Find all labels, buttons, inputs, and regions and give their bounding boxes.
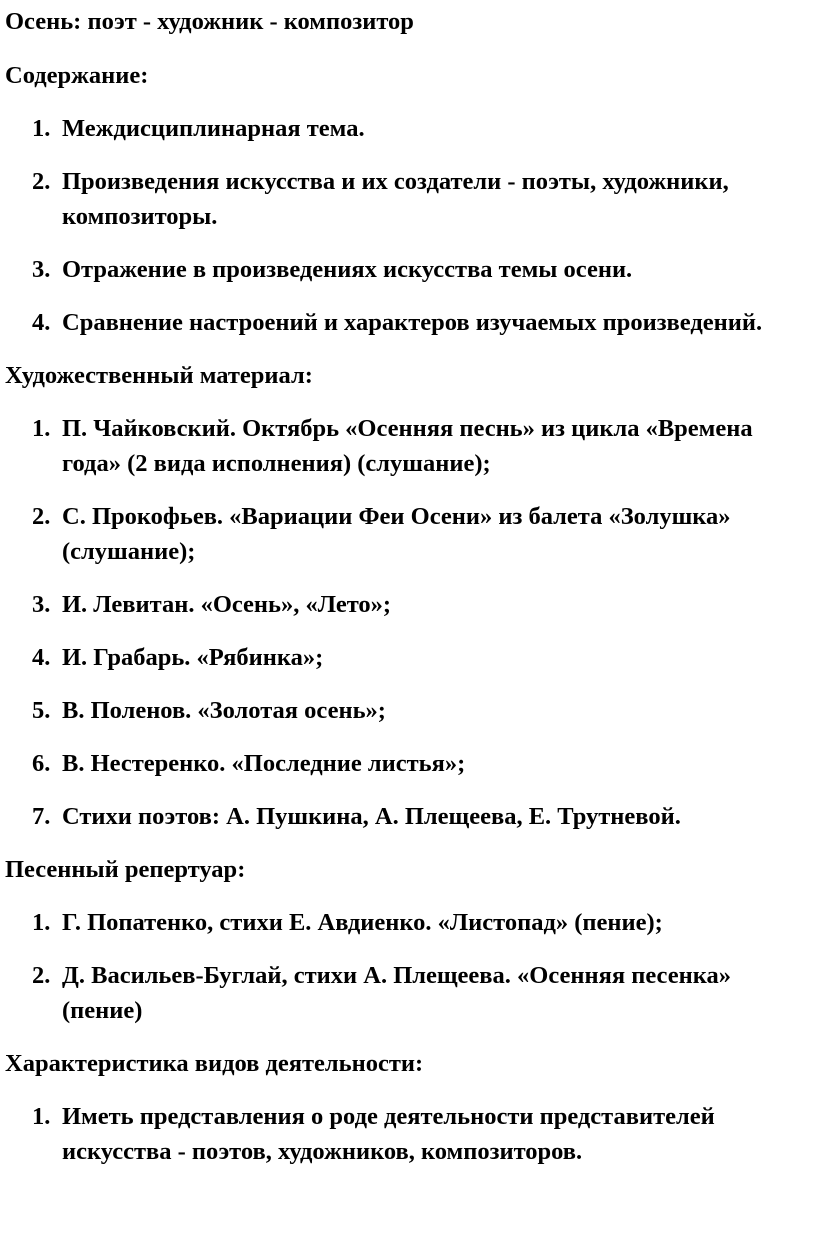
list-item-number: 4. <box>32 309 51 336</box>
document-title: Осень: поэт - художник - композитор <box>5 8 414 35</box>
list-item-text: Сравнение настроений и характеров изучаемых произведений. <box>62 309 763 336</box>
list-item-text: В. Поленов. «Золотая осень»; <box>62 697 386 724</box>
list-item-number: 2. <box>32 962 51 989</box>
list-item-number: 1. <box>32 909 51 936</box>
list-item-number: 4. <box>32 644 51 671</box>
document-page <box>5 0 811 1169</box>
section-heading-activities: Характеристика видов деятельности: <box>5 1050 424 1077</box>
list-item <box>5 693 811 728</box>
list-item <box>5 1099 811 1169</box>
list-item-text: И. Левитан. «Осень», «Лето»; <box>62 591 392 618</box>
list-item-text: С. Прокофьев. «Вариации Феи Осени» из балета «Золушка» (слушание); <box>62 503 731 565</box>
list-item-number: 7. <box>32 803 51 830</box>
list-item <box>5 640 811 675</box>
list-item <box>5 111 811 146</box>
activities-list <box>5 1099 811 1169</box>
section-heading-contents: Содержание: <box>5 62 149 89</box>
song-repertoire-list <box>5 905 811 1028</box>
list-item <box>5 499 811 569</box>
list-item-text: П. Чайковский. Октябрь «Осенняя песнь» из цикла «Времена года» (2 вида исполнения) (слушание); <box>62 415 753 477</box>
list-item <box>5 305 811 340</box>
art-material-list <box>5 411 811 834</box>
list-item-number: 1. <box>32 415 51 442</box>
list-item-text: Произведения искусства и их создатели - поэты, художники, композиторы. <box>62 168 729 230</box>
list-item-number: 5. <box>32 697 51 724</box>
list-item <box>5 164 811 234</box>
list-item-number: 6. <box>32 750 51 777</box>
list-item-number: 2. <box>32 168 51 195</box>
list-item-number: 1. <box>32 1103 51 1130</box>
list-item-text: И. Грабарь. «Рябинка»; <box>62 644 324 671</box>
list-item-text: Г. Попатенко, стихи Е. Авдиенко. «Листопад» (пение); <box>62 909 663 936</box>
list-item <box>5 252 811 287</box>
section-heading-song-repertoire: Песенный репертуар: <box>5 856 246 883</box>
list-item-text: Стихи поэтов: А. Пушкина, А. Плещеева, Е. Трутневой. <box>62 803 681 830</box>
list-item-text: Д. Васильев-Буглай, стихи А. Плещеева. «Осенняя песенка» (пение) <box>62 962 731 1024</box>
list-item-number: 3. <box>32 256 51 283</box>
list-item <box>5 799 811 834</box>
list-item <box>5 905 811 940</box>
list-item-number: 2. <box>32 503 51 530</box>
list-item <box>5 958 811 1028</box>
list-item-text: Междисциплинарная тема. <box>62 115 365 142</box>
list-item-text: Иметь представления о роде деятельности представителей искусства - поэтов, художников, композиторов. <box>62 1103 715 1165</box>
list-item-number: 3. <box>32 591 51 618</box>
list-item-text: Отражение в произведениях искусства темы осени. <box>62 256 633 283</box>
list-item <box>5 587 811 622</box>
section-heading-art-material: Художественный материал: <box>5 362 313 389</box>
contents-list <box>5 111 811 340</box>
list-item <box>5 746 811 781</box>
list-item-number: 1. <box>32 115 51 142</box>
list-item-text: В. Нестеренко. «Последние листья»; <box>62 750 466 777</box>
list-item <box>5 411 811 481</box>
